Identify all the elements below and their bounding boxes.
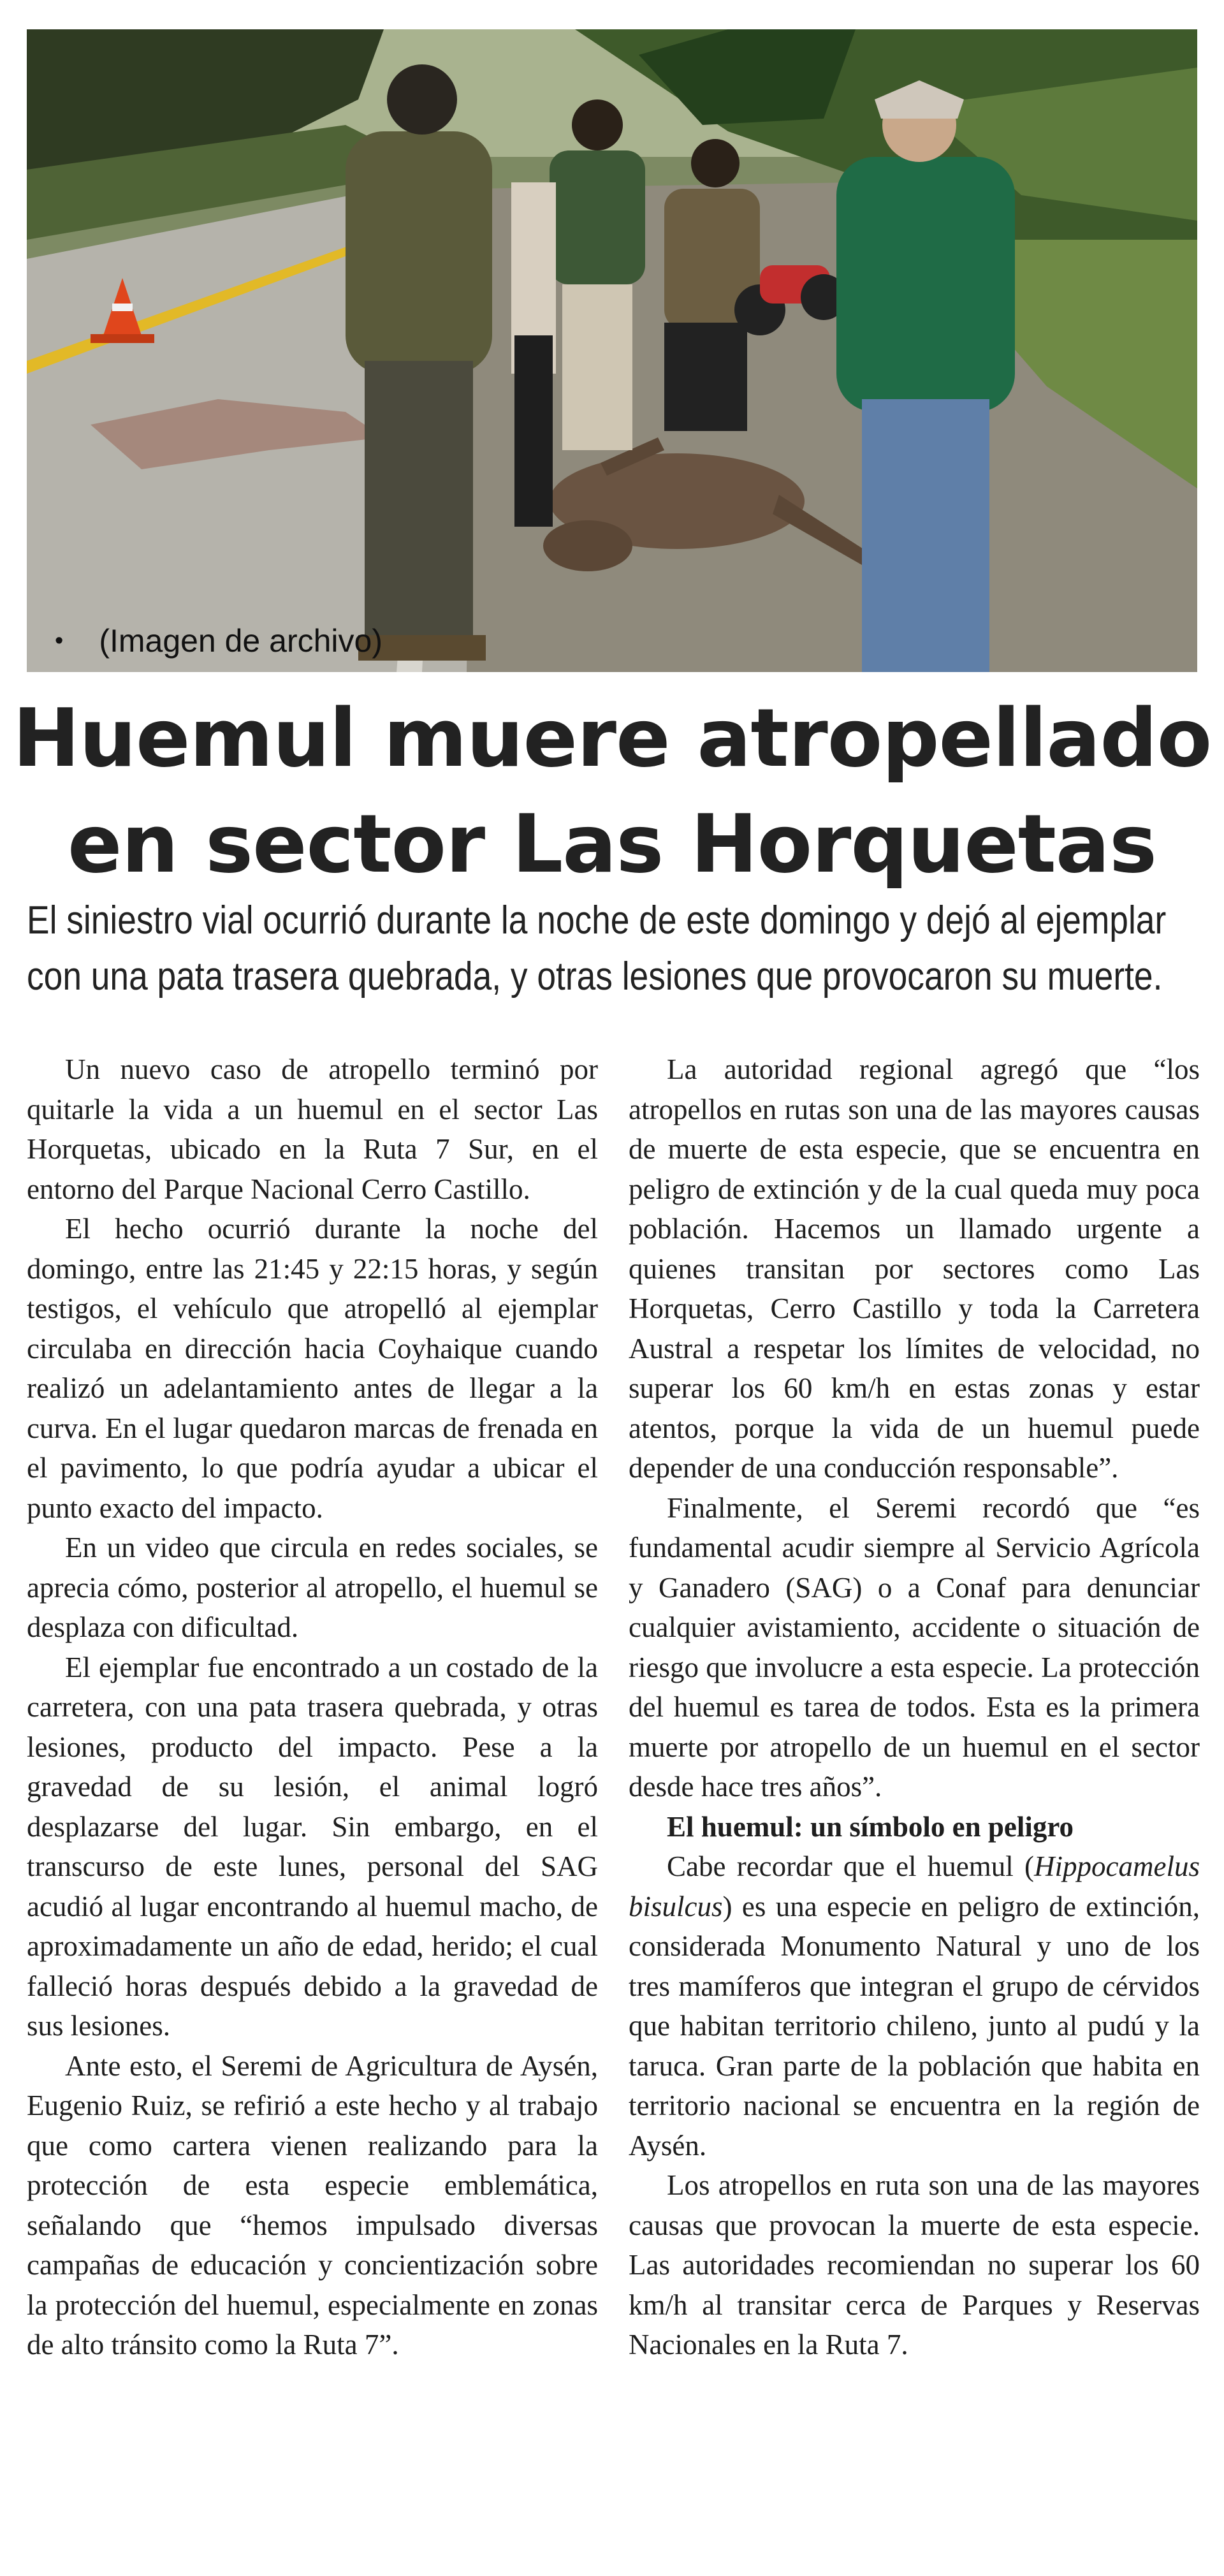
headline-line-2: en sector Las Horquetas (68, 797, 1156, 891)
article-column-right (629, 1050, 1200, 2365)
subhead-line-1: El siniestro vial ocurrió durante la noche de este domingo y dejó al ejemplar (27, 898, 1167, 942)
paragraph-text: ) es una especie en peligro de extinción, considerada Monumento Natural y uno de los tres mamíferos que integran el grupo de cérvidos que habitan territorio chileno, junto al pudú y la taruca. Gran parte de la población que habita en territorio nacional se encuentra en la región de Aysén. (629, 1890, 1200, 2162)
paragraph: Un nuevo caso de atropello terminó por quitarle la vida a un huemul en el sector Las Horquetas, ubicado en la Ruta 7 Sur, en el entorno del Parque Nacional Cerro Castillo. (27, 1053, 598, 1205)
paragraph: La autoridad regional agregó que “los atropellos en rutas son una de las mayores causas de muerte de esta especie, que se encuentra en peligro de extinción y de la cual queda muy poca población. Hacemos un llamado urgente a quienes transitan por sectores como Las Horquetas, Cerro Castillo y toda la Carretera Austral a respetar los límites de velocidad, no superar los 60 km/h en estas zonas y estar atentos, porque la vida de un huemul puede depender de una conducción responsable”. (629, 1053, 1200, 1484)
scientific-name: Hippocamelus bisulcus (629, 1850, 1200, 1922)
paragraph: Los atropellos en ruta son una de las mayores causas que provocan la muerte de esta especie. Las autoridades recomiendan no superar los 60 km/h al transitar cerca de Parques y Reservas Nacionales en la Ruta 7. (629, 2169, 1200, 2360)
paragraph: El ejemplar fue encontrado a un costado de la carretera, con una pata trasera quebrada, y otras lesiones, producto del impacto. Pese a la gravedad de su lesión, el animal logró desplazarse del lugar. Sin embargo, en el transcurso de este lunes, personal del SAG acudió al lugar encontrando al huemul macho, de aproximadamente un año de edad, herido; el cual falleció horas después debido a la gravedad de sus lesiones. (27, 1651, 598, 2042)
paragraph (629, 1847, 1200, 2165)
paragraph: Finalmente, el Seremi recordó que “es fundamental acudir siempre al Servicio Agrícola y Ganadero (SAG) o a Conaf para denunciar cualquier avistamiento, accidente o situación de riesgo que involucre a esta especie. La protección del huemul es tarea de todos. Esta es la primera muerte por atropello de un huemul en el sector desde hace tres años”. (629, 1491, 1200, 1803)
subhead-line-2: con una pata trasera quebrada, y otras lesiones que provocaron su muerte. (27, 955, 1163, 999)
article-column-left (27, 1050, 598, 2365)
article-subheadline (27, 893, 1200, 1005)
article-photo (27, 29, 1197, 672)
paragraph: El hecho ocurrió durante la noche del domingo, entre las 21:45 y 22:15 horas, y según testigos, el vehículo que atropelló al ejemplar circulaba en dirección hacia Coyhaique cuando realizó un adelantamiento antes de llegar a la curva. En el lugar quedaron marcas de frenada en el pavimento, lo que podría ayudar a ubicar el punto exacto del impacto. (27, 1213, 598, 1524)
paragraph: Ante esto, el Seremi de Agricultura de Aysén, Eugenio Ruiz, se refirió a este hecho y al trabajo que como cartera vienen realizando para la protección de esta especie emblemática, señalando que “hemos impulsado diversas campañas de educación y concientización sobre la protección del huemul, especialmente en zonas de alto tránsito como la Ruta 7”. (27, 2049, 598, 2360)
caption-text: (Imagen de archivo) (99, 623, 382, 659)
section-subheading: El huemul: un símbolo en peligro (667, 1810, 1074, 1843)
headline-line-1: Huemul muere atropellado (12, 691, 1212, 785)
paragraph-text: Cabe recordar que el huemul ( (667, 1850, 1035, 1882)
photo-caption (55, 622, 382, 659)
caption-bullet: • (55, 627, 64, 654)
article-headline (0, 685, 1224, 897)
paragraph: En un video que circula en redes sociales, se aprecia cómo, posterior al atropello, el huemul se desplaza con dificultad. (27, 1532, 598, 1643)
roadside-scene-illustration (27, 29, 1197, 672)
